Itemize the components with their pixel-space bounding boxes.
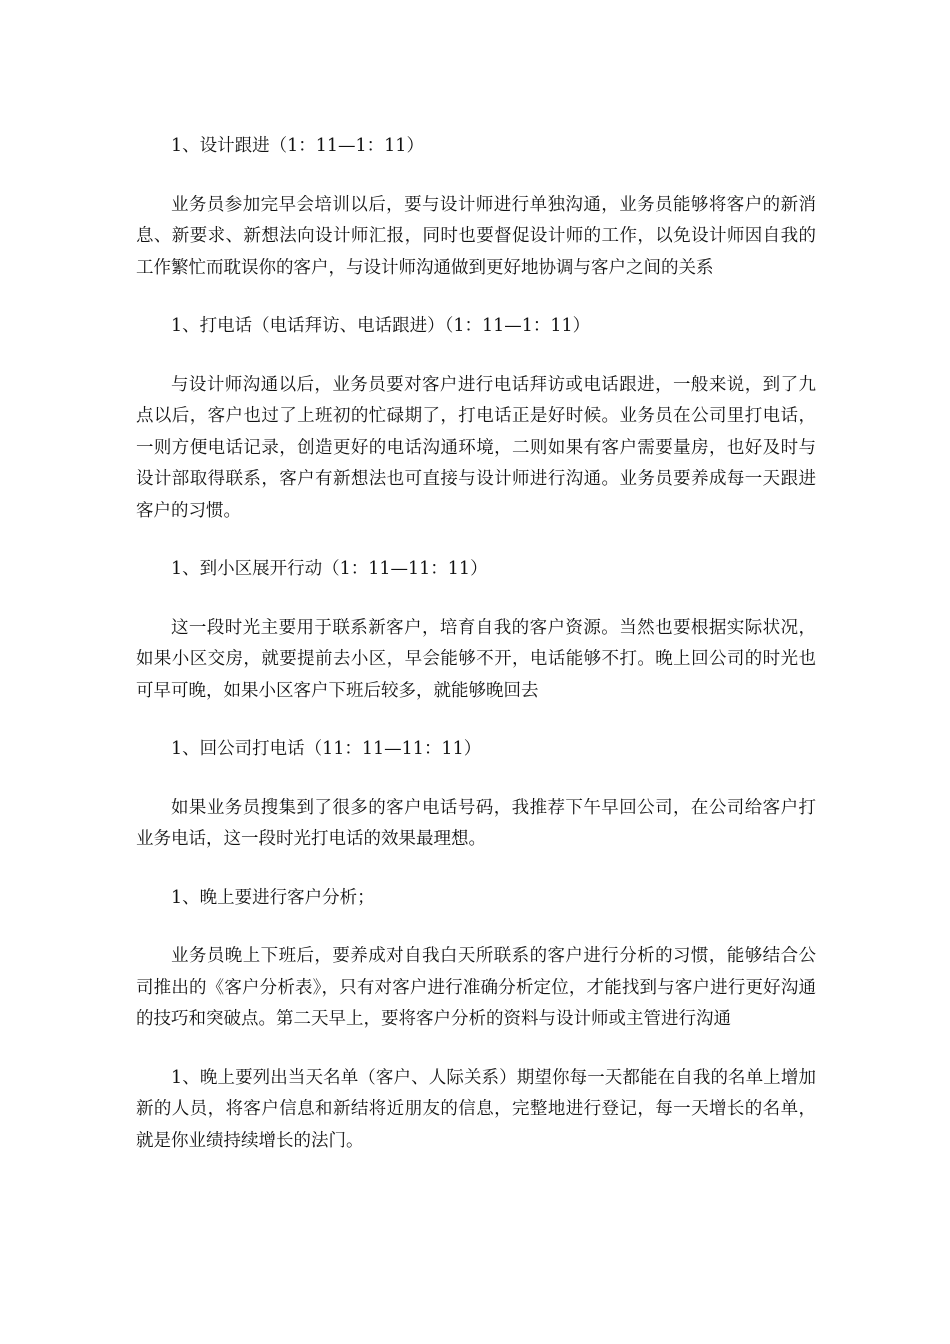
section-heading-office-calls: 1、回公司打电话（11：11—11：11） bbox=[171, 739, 482, 759]
section-body-evening-analysis: 业务员晚上下班后，要养成对自我白天所联系的客户进行分析的习惯，能够结合公司推出的《客户分析表》，只有对客户进行准确分析定位，才能找到与客户进行更好沟通的技巧和突破点。第二天早上，要将客户分析的资料与设计师或主管进行沟通 bbox=[136, 946, 816, 1029]
document-page bbox=[136, 131, 816, 1157]
section-heading-design-followup: 1、设计跟进（1：11—1：11） bbox=[171, 136, 424, 156]
section-heading-phone-calls: 1、打电话（电话拜访、电话跟进）（1：11—1：11） bbox=[171, 316, 591, 336]
section-heading-community-visit: 1、到小区展开行动（1：11—11：11） bbox=[171, 559, 488, 579]
section-body-phone-calls: 与设计师沟通以后，业务员要对客户进行电话拜访或电话跟进，一般来说，到了九点以后，客户也过了上班初的忙碌期了，打电话正是好时候。业务员在公司里打电话，一则方便电话记录，创造更好的电话沟通环境，二则如果有客户需要量房，也好及时与设计部取得联系，客户有新想法也可直接与设计师进行沟通。业务员要养成每一天跟进客户的习惯。 bbox=[136, 374, 816, 521]
section-body-design-followup: 业务员参加完早会培训以后，要与设计师进行单独沟通，业务员能够将客户的新消息、新要求、新想法向设计师汇报，同时也要督促设计师的工作，以免设计师因自我的工作繁忙而耽误你的客户，与设计师沟通做到更好地协调与客户之间的关系 bbox=[136, 194, 816, 278]
section-body-office-calls: 如果业务员搜集到了很多的客户电话号码，我推荐下午早回公司，在公司给客户打业务电话，这一段时光打电话的效果最理想。 bbox=[136, 797, 816, 849]
section-heading-evening-analysis: 1、晚上要进行客户分析； bbox=[171, 887, 375, 908]
section-body-daily-list: 1、晚上要列出当天名单（客户、人际关系）期望你每一天都能在自我的名单上增加新的人员，将客户信息和新结将近朋友的信息，完整地进行登记，每一天增长的名单，就是你业绩持续增长的法门。 bbox=[136, 1067, 816, 1151]
section-body-community-visit: 这一段时光主要用于联系新客户，培育自我的客户资源。当然也要根据实际状况，如果小区交房，就要提前去小区，早会能够不开，电话能够不打。晚上回公司的时光也可早可晚，如果小区客户下班后较多，就能够晚回去 bbox=[136, 617, 816, 701]
